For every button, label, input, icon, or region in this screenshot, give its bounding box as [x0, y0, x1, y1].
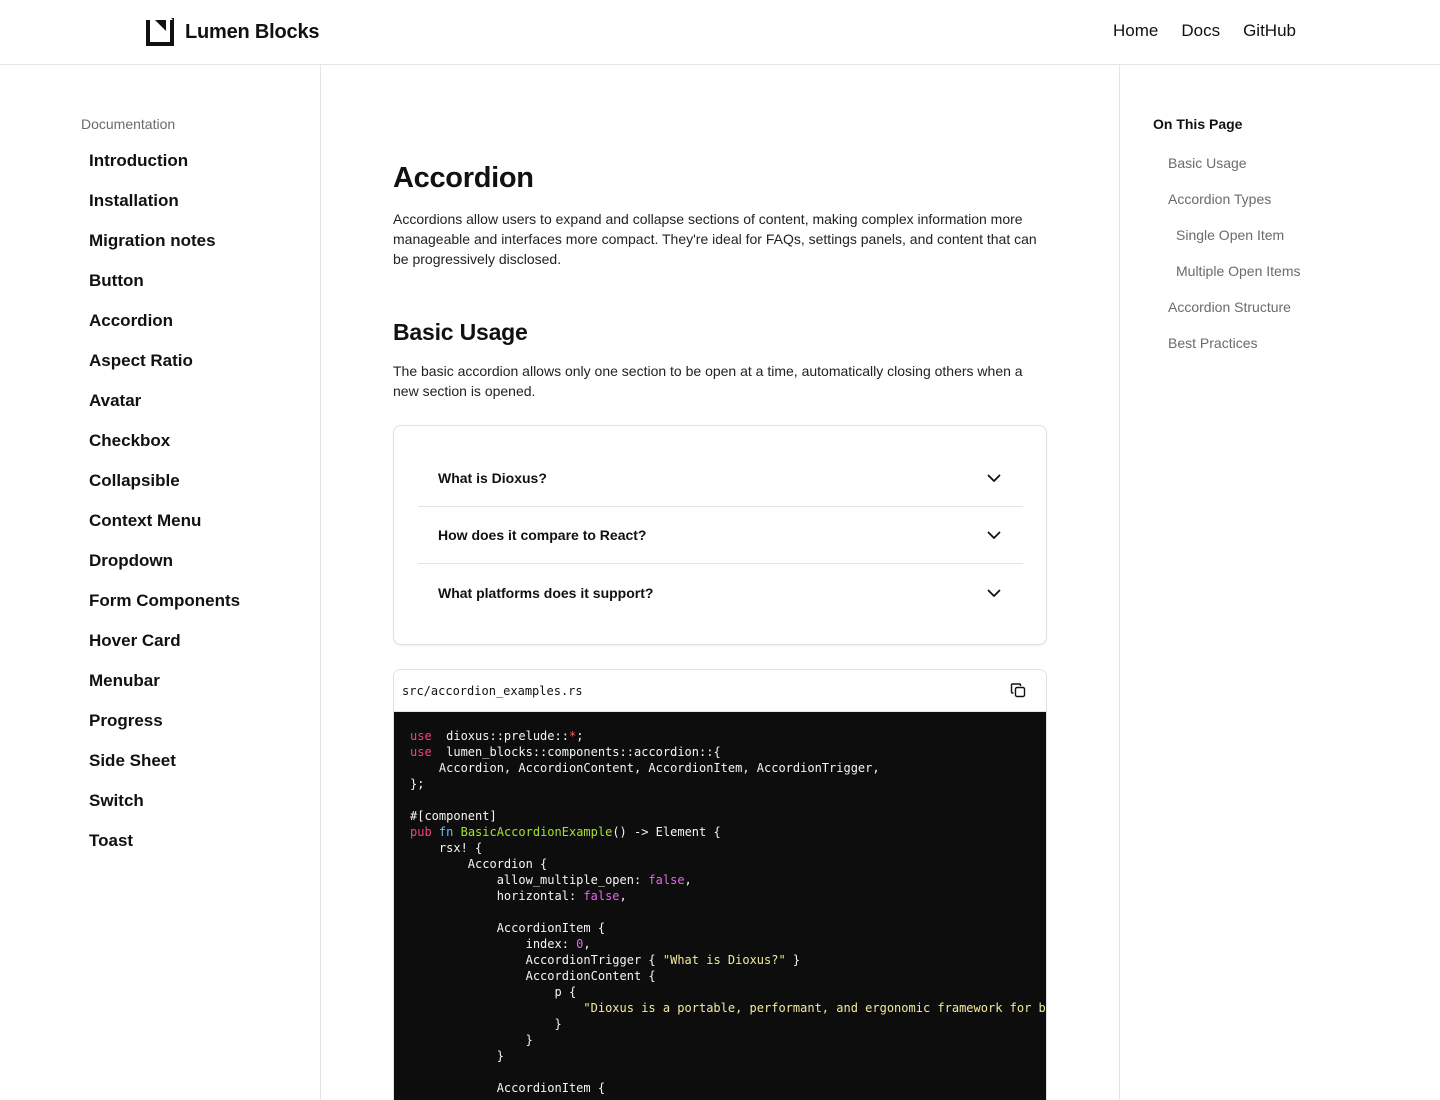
code-body [394, 712, 1046, 1100]
code-line [410, 920, 1030, 936]
code-token: use [410, 745, 432, 759]
accordion-trigger-1[interactable] [418, 450, 1023, 507]
sidebar-item-context-menu[interactable]: Context Menu [89, 511, 202, 530]
code-token: } [410, 1049, 504, 1063]
code-token: fn [438, 825, 454, 839]
toc-item-best-practices[interactable]: Best Practices [1168, 335, 1258, 351]
code-token: p { [410, 985, 577, 999]
code-line [410, 824, 1030, 840]
code-token: false [648, 873, 685, 887]
code-token: , [684, 873, 692, 887]
code-token: Accordion, AccordionContent, AccordionItem, AccordionTrigger, [410, 761, 880, 775]
code-line [410, 808, 1030, 824]
toc-item-single-open-item[interactable]: Single Open Item [1176, 227, 1285, 243]
sidebar-item-button[interactable]: Button [89, 271, 144, 290]
top-nav [1113, 21, 1296, 41]
code-token: dioxus::prelude:: [431, 729, 569, 743]
code-line [410, 1000, 1046, 1016]
section-description: The basic accordion allows only one section to be open at a time, automatically closing others when a new section is opened. [393, 363, 1023, 399]
code-line [410, 728, 1030, 744]
code-filename: src/accordion_examples.rs [402, 683, 583, 698]
toc-item-basic-usage[interactable]: Basic Usage [1168, 155, 1247, 171]
accordion-trigger-label: What platforms does it support? [438, 584, 654, 601]
sidebar-item-checkbox[interactable]: Checkbox [89, 431, 171, 450]
code-token: "Dioxus is a portable, performant, and ergonomic framework for b [583, 1001, 1046, 1015]
code-line [410, 1048, 1030, 1064]
code-token: #[component] [410, 809, 497, 823]
code-token: BasicAccordionExample [460, 825, 613, 839]
code-token: AccordionContent { [410, 969, 656, 983]
sidebar-item-installation[interactable]: Installation [89, 191, 179, 210]
code-token: use [410, 729, 432, 743]
accordion-demo [393, 425, 1047, 645]
code-line [410, 968, 1030, 984]
chevron-down-icon [985, 469, 1003, 487]
code-line [410, 1064, 1030, 1080]
sidebar-item-toast[interactable]: Toast [89, 831, 134, 850]
code-token: rsx! { [410, 841, 483, 855]
toc-item-accordion-types[interactable]: Accordion Types [1168, 191, 1272, 207]
sidebar-item-side-sheet[interactable]: Side Sheet [89, 751, 176, 770]
page-title: Accordion [393, 162, 534, 194]
toc-item-multiple-open-items[interactable]: Multiple Open Items [1176, 263, 1301, 279]
sidebar-list [89, 151, 240, 871]
sidebar-item-menubar[interactable]: Menubar [89, 671, 160, 690]
copy-code-button[interactable] [1008, 681, 1028, 701]
code-line [410, 872, 1030, 888]
code-token: } [410, 1017, 562, 1031]
code-line [410, 792, 1030, 808]
sidebar-item-introduction[interactable]: Introduction [89, 151, 189, 170]
logo-text: Lumen Blocks [185, 20, 320, 43]
code-line [410, 856, 1030, 872]
code-token: () -> Element { [612, 825, 721, 839]
sidebar-item-aspect-ratio[interactable]: Aspect Ratio [89, 351, 193, 370]
lumen-blocks-logo-icon [145, 17, 175, 47]
docs-sidebar [0, 65, 321, 1100]
code-line [410, 1080, 1030, 1096]
accordion-trigger-3[interactable] [418, 564, 1023, 621]
sidebar-item-progress[interactable]: Progress [89, 711, 163, 730]
code-token: , [619, 889, 627, 903]
code-line [410, 744, 1030, 760]
code-token: index: [410, 937, 577, 951]
code-token: } [785, 953, 801, 967]
accordion-trigger-label: What is Dioxus? [438, 470, 547, 486]
code-line [410, 1016, 1030, 1032]
sidebar-item-collapsible[interactable]: Collapsible [89, 471, 180, 490]
code-token: allow_multiple_open: [410, 873, 649, 887]
sidebar-item-migration-notes[interactable]: Migration notes [89, 231, 216, 250]
code-token: lumen_blocks::components::accordion::{ [431, 745, 721, 759]
code-line [410, 776, 1030, 792]
on-this-page-toc [1119, 65, 1440, 1100]
code-token: AccordionItem { [410, 921, 606, 935]
code-token: AccordionTrigger { [410, 953, 663, 967]
code-token: * [568, 729, 577, 743]
code-line [410, 984, 1030, 1000]
code-example [393, 669, 1047, 1100]
logo-link[interactable] [145, 17, 319, 47]
sidebar-item-accordion[interactable]: Accordion [89, 311, 174, 330]
code-line [410, 904, 1030, 920]
sidebar-heading: Documentation [81, 116, 176, 132]
chevron-down-icon [985, 526, 1003, 544]
code-token: "What is Dioxus?" [662, 953, 786, 967]
code-token [410, 1001, 583, 1015]
nav-home-link[interactable]: Home [1112, 21, 1159, 40]
code-line [410, 1032, 1030, 1048]
code-token: ; [576, 729, 584, 743]
copy-icon [1010, 682, 1027, 699]
nav-github-link[interactable]: GitHub [1243, 21, 1296, 40]
intro-paragraph: Accordions allow users to expand and collapse sections of content, making complex information more manageable and interfaces more compact. They're ideal for FAQs, settings panels, and content that can be progressively disclosed. [393, 211, 1037, 267]
code-line [410, 888, 1030, 904]
code-token: Accordion { [410, 857, 548, 871]
code-token [432, 825, 439, 839]
code-token: }; [410, 777, 425, 791]
sidebar-item-switch[interactable]: Switch [89, 791, 144, 810]
sidebar-item-dropdown[interactable]: Dropdown [89, 551, 174, 570]
code-line [410, 936, 1030, 952]
code-line [410, 760, 1030, 776]
code-token: AccordionItem { [410, 1081, 606, 1095]
code-header [394, 670, 1046, 712]
code-token [453, 825, 460, 839]
toc-heading: On This Page [1153, 116, 1243, 132]
nav-docs-link[interactable]: Docs [1181, 21, 1221, 40]
accordion-trigger-label: How does it compare to React? [438, 527, 647, 543]
sidebar-item-avatar[interactable]: Avatar [89, 391, 142, 410]
code-token: false [583, 889, 620, 903]
code-line [410, 952, 1030, 968]
section-title-basic-usage: Basic Usage [393, 319, 528, 345]
site-header [0, 0, 1440, 65]
sidebar-item-form-components[interactable]: Form Components [89, 591, 241, 610]
code-token: 0 [576, 937, 584, 951]
toc-item-accordion-structure[interactable]: Accordion Structure [1168, 299, 1291, 315]
accordion-trigger-2[interactable] [418, 507, 1023, 564]
toc-list [1168, 154, 1301, 370]
code-token: , [583, 937, 591, 951]
chevron-down-icon [985, 584, 1003, 602]
code-token: } [410, 1033, 533, 1047]
sidebar-item-hover-card[interactable]: Hover Card [89, 631, 181, 650]
code-token: pub [410, 825, 432, 839]
code-line [410, 840, 1030, 856]
code-token: horizontal: [410, 889, 584, 903]
